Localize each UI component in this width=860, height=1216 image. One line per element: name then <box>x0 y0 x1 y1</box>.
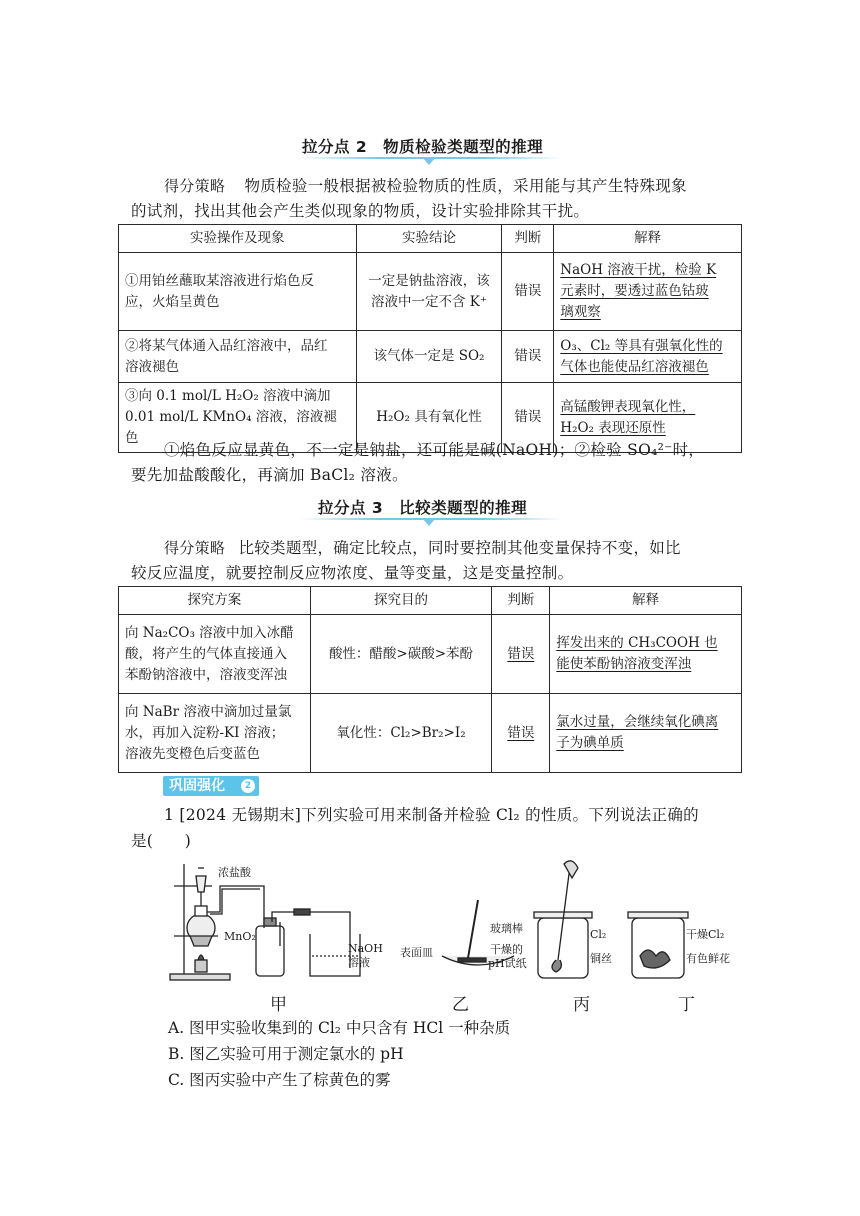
table-row <box>119 253 742 331</box>
question-text: 1 [2024 无锡期末]下列实验可用来制备并检验 Cl₂ 的性质。下列说法正确的 <box>164 806 699 824</box>
column-header: 实验结论 <box>356 225 502 253</box>
label-flower: 有色鲜花 <box>686 952 730 965</box>
column-header: 探究目的 <box>310 587 492 615</box>
figure-label: 乙 <box>452 995 469 1015</box>
note-line: 要先加盐酸酸化，再滴加 BaCl₂ 溶液。 <box>131 466 408 484</box>
cell-text: ③向 0.1 mol/L H₂O₂ 溶液中滴加 <box>125 388 331 404</box>
cell-text: 一定是钠盐溶液，该 <box>368 272 490 289</box>
cell-text: 酸，将产生的气体直接通入 <box>125 645 287 662</box>
table-cell: 错误 <box>502 331 554 383</box>
label-naoh: NaOH <box>348 942 383 955</box>
cell-text: O₃、Cl₂ 等具有强氧化性的 <box>560 337 723 354</box>
note-line: ①焰色反应显黄色，不一定是钠盐，还可能是碱(NaOH)；②检验 SO₄²⁻时， <box>164 441 705 459</box>
badge-number: 2 <box>241 779 255 793</box>
strategy-paragraph <box>164 536 744 561</box>
cell-text: ②将某气体通入品红溶液中，品红 <box>125 337 328 354</box>
label-ph-paper: pH试纸 <box>488 957 527 970</box>
option-a: A. 图甲实验收集到的 Cl₂ 中只含有 HCl 一种杂质 <box>168 1019 511 1037</box>
cell-text: 溶液中一定不含 K⁺ <box>370 293 487 310</box>
label-dry-cl2: 干燥Cl₂ <box>686 928 725 941</box>
table-cell <box>554 253 742 331</box>
strategy-paragraph <box>164 174 744 199</box>
strategy-text: 物质检验一般根据被检验物质的性质，采用能与其产生特殊现象 <box>244 177 687 195</box>
table-cell <box>119 615 311 694</box>
table-header-row <box>119 225 742 253</box>
section-title-text: 拉分点 3 比较类题型的推理 <box>318 499 528 517</box>
beaker-icon <box>310 934 360 976</box>
column-header: 解释 <box>550 587 742 615</box>
option-b: B. 图乙实验可用于测定氯水的 pH <box>168 1045 404 1063</box>
cell-text: 0.01 mol/L KMnO₄ 溶液，溶液褪色 <box>125 409 337 446</box>
column-header: 解释 <box>554 225 742 253</box>
label-dry: 干燥的 <box>490 943 523 956</box>
question-text: 是( ) <box>131 832 192 850</box>
label-naoh-solution: 溶液 <box>348 956 370 969</box>
column-header: 实验操作及现象 <box>119 225 357 253</box>
section-title <box>300 135 562 161</box>
comparison-table <box>118 586 742 773</box>
option-c: C. 图丙实验中产生了棕黄色的雾 <box>168 1071 391 1089</box>
gas-jar-icon <box>534 861 592 978</box>
column-header: 判断 <box>492 587 550 615</box>
strategy-text: 的试剂，找出其他会产生类似现象的物质，设计实验排除其干扰。 <box>131 202 590 220</box>
table-cell <box>119 331 357 383</box>
cell-text: 能使苯酚钠溶液变浑浊 <box>556 656 692 672</box>
title-pointer <box>422 157 436 165</box>
cell-text: 错误 <box>507 645 535 662</box>
figure-label: 丙 <box>573 995 590 1015</box>
table-cell <box>554 331 742 383</box>
practice-badge <box>163 776 259 796</box>
title-pointer <box>422 518 436 526</box>
figure-label: 丁 <box>678 995 695 1015</box>
flask-icon <box>187 868 215 972</box>
cell-text: H₂O₂ 表现还原性 <box>560 419 666 436</box>
label-hcl: 浓盐酸 <box>218 866 251 879</box>
cell-text: 向 NaBr 溶液中滴加过量氯 <box>125 703 292 720</box>
section-title <box>300 496 562 522</box>
cell-text: 应，火焰呈黄色 <box>125 293 220 310</box>
strategy-paragraph-cont <box>131 199 751 224</box>
detection-table <box>118 224 742 453</box>
table-cell <box>492 615 550 694</box>
flower-jar-icon <box>628 912 688 978</box>
badge-text: 巩固强化 <box>169 778 225 794</box>
cell-text: 水，再加入淀粉-KI 溶液； <box>125 724 285 741</box>
table-header-row <box>119 587 742 615</box>
table-cell <box>550 615 742 694</box>
cell-text: 挥发出来的 CH₃COOH 也 <box>556 635 718 651</box>
cell-text: 子为碘单质 <box>556 735 624 751</box>
cell-text: 高锰酸钾表现氧化性， <box>560 398 696 415</box>
cell-text: 溶液褪色 <box>125 358 179 375</box>
cell-text: 氯水过量，会继续氧化碘离 <box>556 714 719 730</box>
column-header: 探究方案 <box>119 587 311 615</box>
table-cell <box>492 694 550 773</box>
cell-text: NaOH 溶液干扰，检验 K <box>560 262 717 278</box>
table-cell: 错误 <box>502 253 554 331</box>
label-glass-rod: 玻璃棒 <box>490 922 523 935</box>
gas-bottle-icon <box>256 918 284 976</box>
cell-text: 元素时，要透过蓝色钴玻 <box>560 283 709 299</box>
table-cell: 该气体一定是 SO₂ <box>356 331 502 383</box>
table-cell <box>550 694 742 773</box>
cell-text: ①用铂丝蘸取某溶液进行焰色反 <box>125 272 314 289</box>
table-row <box>119 615 742 694</box>
table-cell <box>119 694 311 773</box>
figure-label: 甲 <box>270 995 287 1015</box>
table-row <box>119 694 742 773</box>
label-copper-wire: 铜丝 <box>590 952 612 965</box>
cell-text: 璃观察 <box>560 304 601 320</box>
strategy-paragraph-cont <box>131 561 751 586</box>
table-cell <box>119 253 357 331</box>
table-cell <box>356 253 502 331</box>
cell-text: 溶液先变橙色后变蓝色 <box>125 745 260 762</box>
section-title-text: 拉分点 2 物质检验类题型的推理 <box>302 138 544 156</box>
table-row <box>119 331 742 383</box>
column-header: 判断 <box>502 225 554 253</box>
strategy-label: 得分策略 <box>164 177 226 195</box>
cell-text: 向 Na₂CO₃ 溶液中加入冰醋 <box>125 624 294 641</box>
label-cl2: Cl₂ <box>590 928 607 941</box>
cell-text: 苯酚钠溶液中，溶液变浑浊 <box>125 666 287 683</box>
cell-text: 错误 <box>507 724 535 741</box>
label-watch-glass: 表面皿 <box>400 946 433 959</box>
strategy-text: 较反应温度，就要控制反应物浓度、量等变量，这是变量控制。 <box>131 564 574 582</box>
strategy-label: 得分策略 <box>164 539 226 557</box>
label-mno2: MnO₂ <box>224 930 256 943</box>
table-cell: H₂O₂ 具有氧化性 <box>356 383 502 453</box>
apparatus-figure <box>160 856 760 988</box>
table-cell: 酸性：醋酸>碳酸>苯酚 <box>310 615 492 694</box>
strategy-text: 比较类题型，确定比较点，同时要控制其他变量保持不变，如比 <box>238 539 681 557</box>
cell-text: 气体也能使品红溶液褪色 <box>560 358 709 375</box>
table-cell: 氧化性：Cl₂>Br₂>I₂ <box>310 694 492 773</box>
table-cell: 错误 <box>502 383 554 453</box>
